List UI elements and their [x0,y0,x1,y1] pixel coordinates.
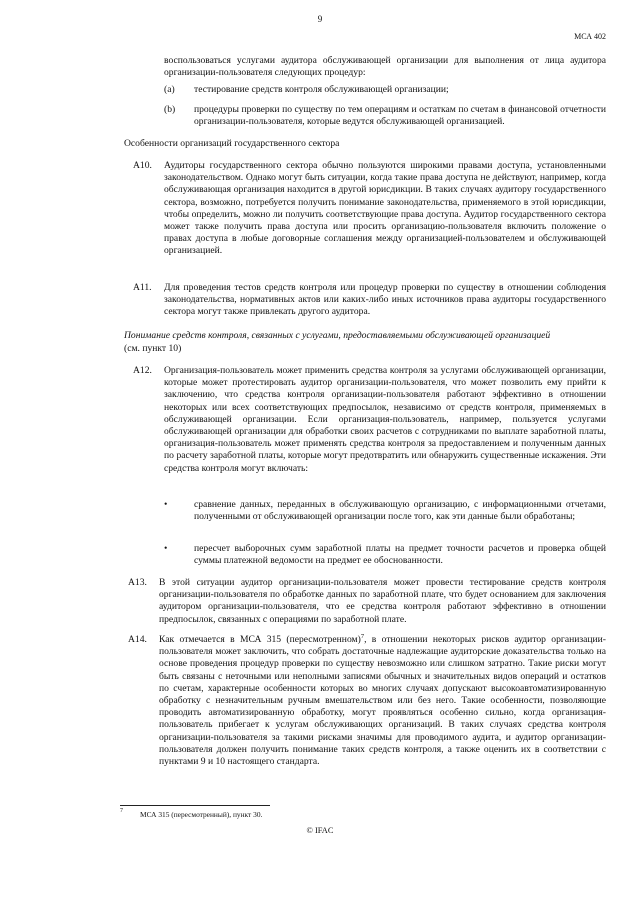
paragraph-a10-label: A10. [133,160,152,171]
page-number: 9 [317,14,323,24]
footnote-separator [120,805,270,806]
document-id: МСА 402 [574,32,606,41]
paragraph-a14-label: A14. [128,634,147,645]
bullet-1-text: сравнение данных, переданных в обслуживающую организацию, с информационными отчетами, полученными от обслуживающей организации после того, как эти данные были обработаны; [194,499,606,523]
footnote-mark: 7 [120,808,123,814]
section-heading-ref: (см. пункт 10) [124,343,182,354]
paragraph-a11-text: Для проведения тестов средств контроля или процедур проверки по существу в отношении соблюдения законодательства, нормативных актов или каких-либо иных источников права аудиторы государственного сектора могут также привлекать другого аудитора. [164,282,606,318]
footnote-text: МСА 315 (пересмотренный), пункт 30. [140,810,263,819]
paragraph-a14-text-before: Как отмечается в МСА 315 (пересмотренном) [159,634,361,645]
paragraph-a12-label: A12. [133,365,152,376]
intro-item-a-text: тестирование средств контроля обслуживающей организации; [194,84,449,95]
section-heading-public-sector: Особенности организаций государственного сектора [124,138,340,149]
intro-text: воспользоваться услугами аудитора обслуживающей организации для выполнения от лица аудитора организации-пользователя следующих процедур: [164,55,606,79]
bullet-2-text: пересчет выборочных сумм заработной платы на предмет точности расчетов и проверка общей суммы платежной ведомости на предмет ее обоснованности. [194,543,606,567]
paragraph-a14-text [159,634,606,768]
paragraph-a12-text: Организация-пользователь может применить средства контроля за услугами обслуживающей организации, которые может протестировать аудитор организации-пользователя, что может позволить ему прийти к заключению, что средства контроля организации-пользователя работают эффективно в отношении некоторых или всех соответствующих предпосылок, независимо от средств контроля, применяемых в обслуживающей организации. Если организация-пользователь, например, пользуется услугами обслуживающей организации для обработки своих расчетов с сотрудниками по выплате заработной платы, организация-пользователь может применять средства контроля за предоставлением и полученным данных по расчету заработной платы, которые могут предотвратить или обнаружить существенные искажения. Эти средства контроля могут включать: [164,365,606,474]
intro-item-a-label: (a) [164,84,175,95]
intro-item-b-text: процедуры проверки по существу по тем операциям и остаткам по счетам в финансовой отчетности организации-пользователя, которые ведутся обслуживающей организацией. [194,104,606,128]
paragraph-a10-text: Аудиторы государственного сектора обычно пользуются широкими правами доступа, установленными законодательством. Однако могут быть ситуации, когда такие права доступа не действуют, например, когда обслуживающая организация находится в другой юрисдикции. В таких случаях аудитору государственного сектора, возможно, потребуется получить понимание законодательства, применяемого в этой юрисдикции, чтобы определить, можно ли получить соответствующие права доступа. Аудитор государственного сектора может также получить права доступа или просить организацию-пользователя включить положение о правах доступа в любые договорные соглашения между организацией-пользователем и обслуживающей организацией. [164,160,606,257]
paragraph-a13-label: A13. [128,577,147,588]
copyright: © IFAC [306,826,334,835]
footnote-ref-7: 7 [360,632,365,640]
paragraph-a13-text: В этой ситуации аудитор организации-пользователя может провести тестирование средств контроля организации-пользователя по обработке данных по заработной плате, что будет основанием для заключения аудитором организации-пользователя, что ее средства контроля работают эффективно в отношении предпосылок, связанных с операциями по заработной плате. [159,577,606,625]
bullet-2-mark: • [164,543,168,554]
intro-item-b-label: (b) [164,104,176,115]
section-heading-service-controls: Понимание средств контроля, связанных с услугами, предоставляемыми обслуживающей организацией [124,330,551,341]
paragraph-a11-label: A11. [133,282,152,293]
paragraph-a14-text-after: , в отношении некоторых рисков аудитор организации-пользователя может заключить, что собрать достаточные надлежащие аудиторские доказательства только на основе проведения процедур проверки по существу невозможно или слишком затратно. Такие риски могут быть связаны с неточными или неполными записями обычных и значительных видов операций и остатков по счетам, характерные особенности которых во многих случаях допускают высокоавтоматизированную обработку с незначительным ручным вмешательством или без него. Такие особенности, позволяющие проводить автоматизированную обработку, могут проявляться особенно сильно, когда организация-пользователь прибегает к услугам обслуживающих организаций. В таких случаях средства контроля организации-пользователя за такими рисками значимы для проводимого аудита, и аудитор организации-пользователя должен получить понимание таких средств контроля, а также оценить их в соответствии с пунктами 9 и 10 настоящего стандарта. [159,634,607,768]
bullet-1-mark: • [164,499,168,510]
